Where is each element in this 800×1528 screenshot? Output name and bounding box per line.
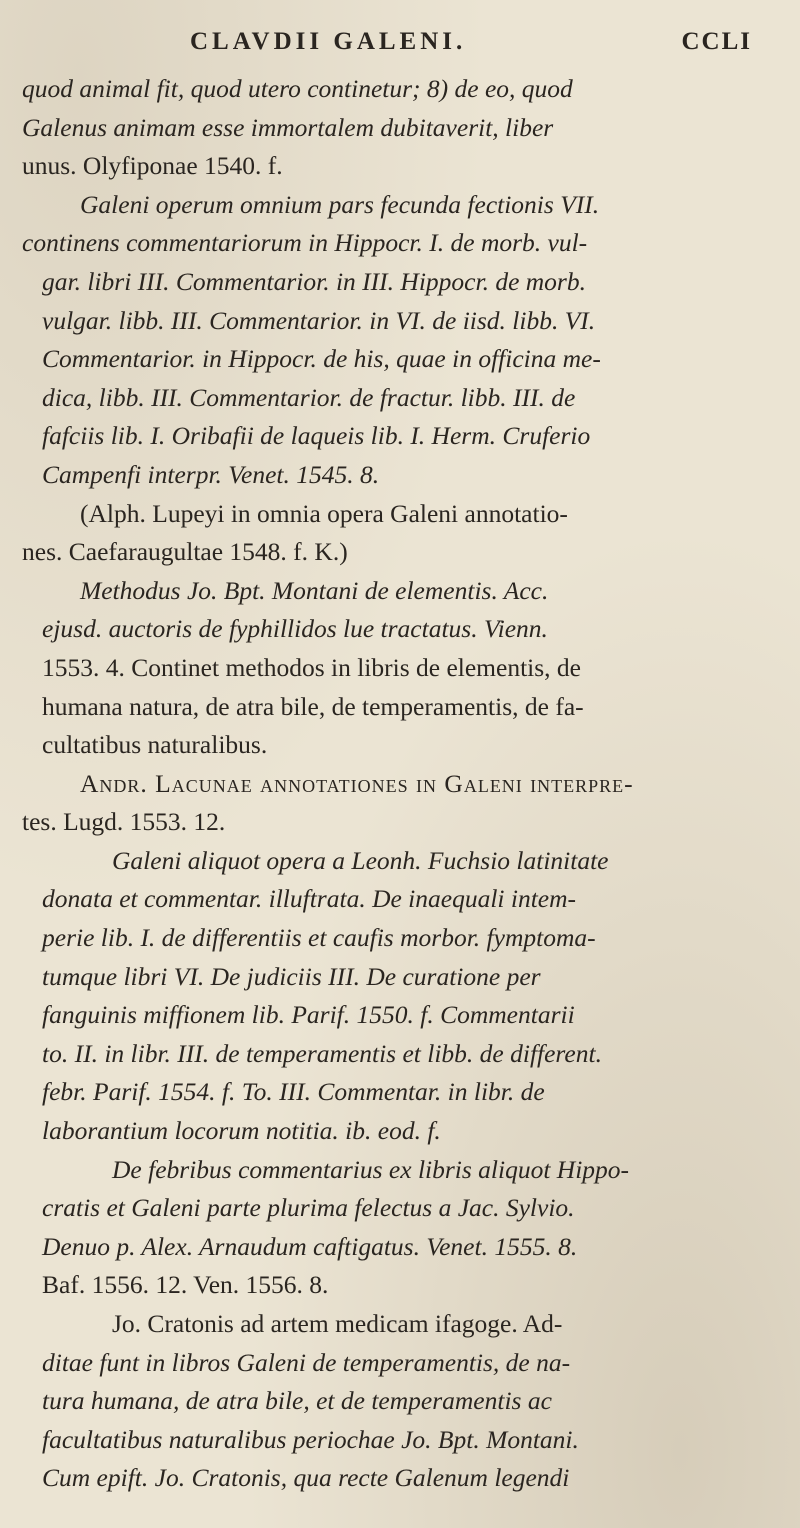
text-line: febr. Parif. 1554. f. To. III. Commentar. in libr. de xyxy=(42,1077,545,1107)
text-line: Baf. 1556. 12. Ven. 1556. 8. xyxy=(42,1270,329,1300)
text-line: Cum epift. Jo. Cratonis, qua recte Galenum legendi xyxy=(42,1463,570,1493)
page-number: CCLI xyxy=(681,28,752,55)
text-line: Campenfi interpr. Venet. 1545. 8. xyxy=(42,459,380,489)
text-line: facultatibus naturalibus periochae Jo. Bpt. Montani. xyxy=(42,1424,579,1454)
text-line: to. II. in libr. III. de temperamentis et libb. de different. xyxy=(42,1038,602,1068)
body-text xyxy=(22,70,782,1498)
text-line: unus. Olyfiponae 1540. f. xyxy=(22,151,283,181)
running-title: CLAVDII GALENI. xyxy=(190,28,467,55)
text-line: tura humana, de atra bile, et de temperamentis ac xyxy=(42,1386,552,1416)
text-line: laborantium locorum notitia. ib. eod. f. xyxy=(42,1116,441,1146)
text-line: perie lib. I. de differentiis et caufis morbor. fymptoma- xyxy=(42,923,596,953)
text-line: Jo. Cratonis ad artem medicam ifagoge. Ad- xyxy=(112,1309,563,1338)
text-line: Andr. Lacunae annotationes in Galeni interpre- xyxy=(80,768,634,798)
text-line: dica, libb. III. Commentarior. de fractur. libb. III. de xyxy=(42,382,576,412)
text-line: Galeni operum omnium pars fecunda fectionis VII. xyxy=(80,189,600,219)
text-line: (Alph. Lupeyi in omnia opera Galeni annotatio- xyxy=(80,498,568,528)
text-line: fafciis lib. I. Oribafii de laqueis lib. I. Herm. Cruferio xyxy=(42,421,591,451)
text-line: nes. Caefaraugultae 1548. f. K.) xyxy=(22,537,348,567)
text-line: continens commentariorum in Hippocr. I. de morb. vul- xyxy=(22,228,588,258)
text-line: ditae funt in libros Galeni de temperamentis, de na- xyxy=(42,1347,571,1377)
text-line: De febribus commentarius ex libris aliquot Hippo- xyxy=(112,1154,630,1184)
text-line: Denuo p. Alex. Arnaudum caftigatus. Venet. 1555. 8. xyxy=(42,1231,578,1261)
text-line: ejusd. auctoris de fyphillidos lue tractatus. Vienn. xyxy=(42,614,548,644)
text-line: Methodus Jo. Bpt. Montani de elementis. Acc. xyxy=(80,575,549,605)
text-line: cratis et Galeni parte plurima felectus a Jac. Sylvio. xyxy=(42,1193,575,1223)
text-line: Galeni aliquot opera a Leonh. Fuchsio latinitate xyxy=(112,845,609,875)
text-line: donata et commentar. illuftrata. De inaequali intem- xyxy=(42,884,577,914)
text-line: tumque libri VI. De judiciis III. De curatione per xyxy=(42,961,541,991)
text-line: Galenus animam esse immortalem dubitaverit, liber xyxy=(22,112,554,142)
text-line: fanguinis miffionem lib. Parif. 1550. f. Commentarii xyxy=(42,1000,575,1030)
text-line: vulgar. libb. III. Commentarior. in VI. de iisd. libb. VI. xyxy=(42,305,596,335)
text-line: Commentarior. in Hippocr. de his, quae in officina me- xyxy=(42,344,601,374)
text-line: quod animal fit, quod utero continetur; 8) de eo, quod xyxy=(22,74,573,103)
text-line: humana natura, de atra bile, de temperamentis, de fa- xyxy=(42,691,584,721)
text-line: gar. libri III. Commentarior. in III. Hippocr. de morb. xyxy=(42,266,586,296)
running-head xyxy=(0,28,800,68)
text-line: 1553. 4. Continet methodos in libris de elementis, de xyxy=(42,652,581,682)
text-line: cultatibus naturalibus. xyxy=(42,730,268,760)
text-line: tes. Lugd. 1553. 12. xyxy=(22,807,226,837)
